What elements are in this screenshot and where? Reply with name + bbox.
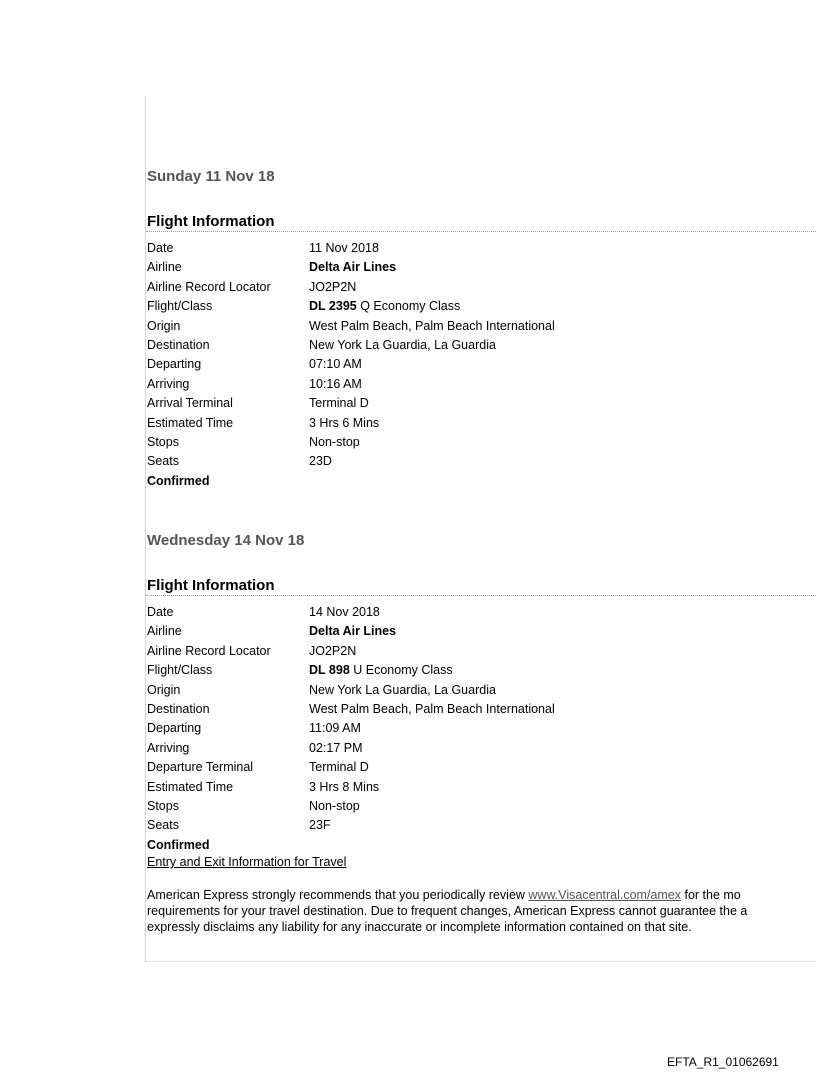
flight-details-1 xyxy=(147,239,555,491)
detail-value: 23D xyxy=(309,454,332,469)
detail-row-terminal xyxy=(147,758,369,777)
detail-label: Flight/Class xyxy=(147,299,213,314)
detail-value: JO2P2N xyxy=(309,279,357,294)
flight-details-2 xyxy=(147,603,555,855)
detail-label: Airline xyxy=(147,624,182,639)
detail-row-date xyxy=(147,603,380,622)
detail-value: 02:17 PM xyxy=(309,740,363,755)
detail-value: New York La Guardia, La Guardia xyxy=(309,682,496,697)
detail-value: Terminal D xyxy=(309,760,369,775)
detail-label: Date xyxy=(147,605,174,619)
detail-row-arriving xyxy=(147,375,362,394)
detail-label: Stops xyxy=(147,798,179,813)
detail-row-date xyxy=(147,239,379,258)
detail-label: Departing xyxy=(147,357,202,372)
detail-row-destination xyxy=(147,700,555,719)
detail-value: 07:10 AM xyxy=(309,357,362,372)
detail-value: West Palm Beach, Palm Beach International xyxy=(309,318,555,333)
detail-row-flight-class xyxy=(147,661,453,680)
notice-line-2: requirements for your travel destination. Due to frequent changes, American Express cannot guarantee the a xyxy=(147,904,748,918)
detail-row-departing xyxy=(147,719,361,738)
detail-row-stops xyxy=(147,797,360,816)
detail-value: 23F xyxy=(309,818,331,833)
detail-label: Arriving xyxy=(147,376,190,391)
detail-label: Date xyxy=(147,241,174,255)
detail-value: 11 Nov 2018 xyxy=(309,241,379,255)
detail-value: Delta Air Lines xyxy=(309,624,397,639)
detail-label: Seats xyxy=(147,454,179,469)
detail-value xyxy=(309,661,453,680)
notice-line-1 xyxy=(147,887,816,903)
section-divider xyxy=(146,595,816,596)
detail-value: Non-stop xyxy=(309,798,360,813)
fare-class: Q Economy Class xyxy=(360,299,461,314)
day-heading-2: Wednesday 14 Nov 18 xyxy=(147,532,305,549)
detail-value: Delta Air Lines xyxy=(309,260,397,275)
detail-label: Arrival Terminal xyxy=(147,396,233,411)
detail-row-origin xyxy=(147,317,555,336)
detail-value: 3 Hrs 8 Mins xyxy=(309,779,380,794)
section-heading-flight-information-2: Flight Information xyxy=(147,577,275,594)
detail-label: Estimated Time xyxy=(147,779,234,794)
detail-row-flight-class xyxy=(147,297,461,316)
notice-text: for the mo xyxy=(681,888,741,902)
detail-value: JO2P2N xyxy=(309,643,357,658)
flight-number: DL 898 xyxy=(309,663,350,678)
detail-row-departing xyxy=(147,355,362,374)
day-heading-1: Sunday 11 Nov 18 xyxy=(147,168,275,185)
detail-label: Flight/Class xyxy=(147,663,213,678)
detail-value: Non-stop xyxy=(309,434,360,449)
detail-value: Terminal D xyxy=(309,396,369,411)
document-id: EFTA_R1_01062691 xyxy=(667,1055,779,1069)
detail-value: 11:09 AM xyxy=(309,721,361,736)
booking-status: Confirmed xyxy=(147,837,210,852)
entry-exit-info-link[interactable]: Entry and Exit Information for Travel xyxy=(147,855,347,869)
detail-label: Destination xyxy=(147,337,210,352)
detail-label: Airline xyxy=(147,260,182,275)
detail-value: 10:16 AM xyxy=(309,376,362,391)
detail-row-record-locator xyxy=(147,642,357,661)
detail-label: Arriving xyxy=(147,740,190,755)
detail-label: Departure Terminal xyxy=(147,760,254,775)
detail-row-estimated-time xyxy=(147,414,380,433)
detail-row-seats xyxy=(147,452,332,471)
detail-label: Stops xyxy=(147,434,179,449)
section-heading-flight-information-1: Flight Information xyxy=(147,213,275,230)
detail-row-seats xyxy=(147,816,331,835)
detail-row-stops xyxy=(147,433,360,452)
detail-value: 3 Hrs 6 Mins xyxy=(309,415,380,430)
detail-row-airline xyxy=(147,622,397,641)
detail-value: West Palm Beach, Palm Beach International xyxy=(309,701,555,716)
booking-status: Confirmed xyxy=(147,473,210,488)
visacentral-link[interactable]: www.Visacentral.com/amex xyxy=(528,888,682,902)
detail-row-record-locator xyxy=(147,278,357,297)
section-divider xyxy=(146,231,816,232)
detail-label: Origin xyxy=(147,682,181,697)
detail-label: Estimated Time xyxy=(147,415,234,430)
detail-row-estimated-time xyxy=(147,778,380,797)
detail-label: Airline Record Locator xyxy=(147,279,271,294)
detail-row-destination xyxy=(147,336,496,355)
detail-label: Airline Record Locator xyxy=(147,643,271,658)
travel-notice xyxy=(147,887,816,935)
detail-row-airline xyxy=(147,258,397,277)
detail-label: Origin xyxy=(147,318,181,333)
detail-row-origin xyxy=(147,681,496,700)
detail-row-arriving xyxy=(147,739,363,758)
detail-label: Departing xyxy=(147,721,202,736)
detail-value xyxy=(309,297,460,316)
detail-label: Destination xyxy=(147,701,210,716)
notice-line-3: expressly disclaims any liability for any inaccurate or incomplete information contained on that site. xyxy=(147,920,692,934)
detail-label: Seats xyxy=(147,818,179,833)
detail-value: 14 Nov 2018 xyxy=(309,605,380,619)
flight-number: DL 2395 xyxy=(309,299,357,314)
notice-text: American Express strongly recommends that you periodically review xyxy=(147,888,529,902)
detail-value: New York La Guardia, La Guardia xyxy=(309,337,496,352)
fare-class: U Economy Class xyxy=(353,663,453,678)
detail-row-terminal xyxy=(147,394,369,413)
